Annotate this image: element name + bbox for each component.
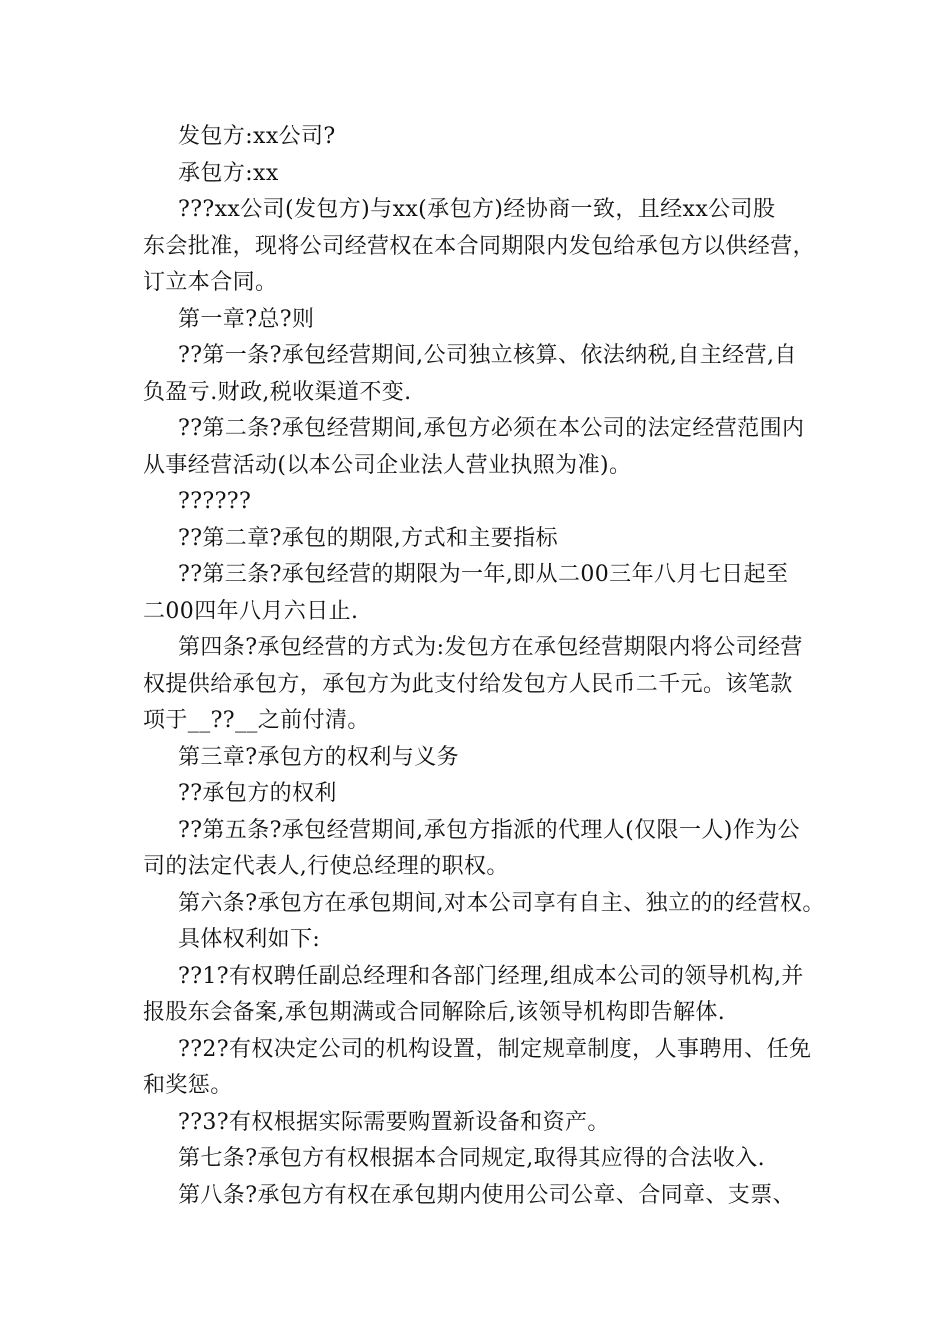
section-heading: ??承包方的权利 [178,781,337,806]
text-line: 承包方:xx [178,160,279,186]
chapter-heading: ??第二章?承包的期限,方式和主要指标 [178,525,558,551]
chapter-heading: 第一章?总?则 [178,306,315,332]
text-line: ??第二条?承包经营期间,承包方必须在本公司的法定经营范围内 [178,416,805,441]
text-line: ???xx公司(发包方)与xx(承包方)经协商一致，且经xx公司股 [178,197,776,222]
text-line: ??1?有权聘任副总经理和各部门经理,组成本公司的领导机构,并 [178,963,804,989]
chapter-heading: 第三章?承包方的权利与义务 [178,744,459,770]
text-line: 从事经营活动(以本公司企业法人营业执照为准)。 [143,452,632,478]
text-line: 具体权利如下: [178,927,321,952]
text-line: 和奖惩。 [143,1073,233,1098]
text-line: 订立本合同。 [143,270,278,295]
text-line: 司的法定代表人,行使总经理的职权。 [143,854,509,879]
text-line: ??第一条?承包经营期间,公司独立核算、依法纳税,自主经营,自 [178,343,797,368]
text-line: ??3?有权根据实际需要购置新设备和资产。 [178,1109,610,1135]
text-line: 二00四年八月六日止. [143,598,359,624]
text-line: 第八条?承包方有权在承包期内使用公司公章、合同章、支票、 [178,1182,795,1208]
contract-text [143,119,825,1214]
text-line: 第六条?承包方在承包期间,对本公司享有自主、独立的的经营权。 [178,890,825,916]
text-line: 报股东会备案,承包期满或合同解除后,该领导机构即告解体. [143,1000,726,1025]
text-line: 第四条?承包经营的方式为:发包方在承包经营期限内将公司经营 [178,635,803,660]
text-line: 负盈亏.财政,税收渠道不变. [143,379,412,405]
text-line: ??2?有权决定公司的机构设置，制定规章制度，人事聘用、任免 [178,1036,812,1062]
text-line: ??第五条?承包经营期间,承包方指派的代理人(仅限一人)作为公 [178,817,800,843]
text-line: ??第三条?承包经营的期限为一年,即从二00三年八月七日起至 [178,562,789,587]
text-line: 第七条?承包方有权根据本合同规定,取得其应得的合法收入. [178,1146,765,1171]
text-line: ?????? [178,489,252,514]
text-line: 东会批准，现将公司经营权在本合同期限内发包给承包方以供经营， [143,233,816,259]
text-line: 发包方:xx公司? [178,124,336,149]
text-line: 项于__??__之前付清。 [143,708,370,733]
text-line: 权提供给承包方，承包方为此支付给发包方人民币二千元。该笔款 [143,671,793,697]
